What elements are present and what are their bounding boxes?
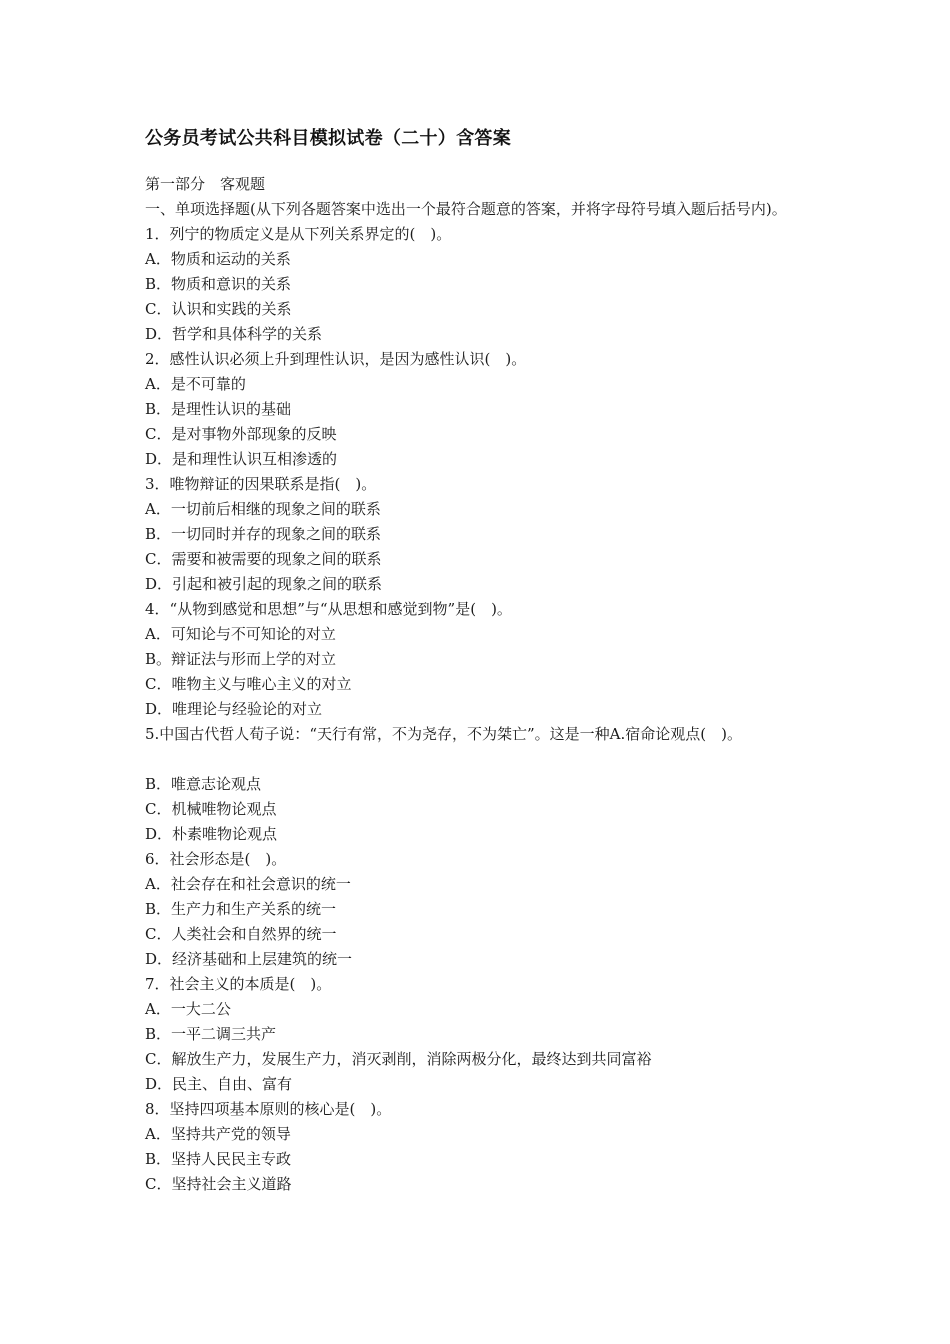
document-body [145,172,815,1197]
option-line: A．可知论与不可知论的对立 [145,625,336,643]
option-line: C．是对事物外部现象的反映 [145,425,337,443]
option-line: D．朴素唯物论观点 [145,825,278,843]
option-line: A．坚持共产党的领导 [145,1125,291,1143]
option-line: D．哲学和具体科学的关系 [145,325,323,343]
option-line: B．一切同时并存的现象之间的联系 [145,525,382,543]
question-line: 1．列宁的物质定义是从下列关系界定的( )。 [145,225,452,243]
part-heading: 第一部分 客观题 [145,175,266,193]
option-line: D．唯理论与经验论的对立 [145,700,323,718]
option-line: B．唯意志论观点 [145,775,262,793]
option-line: C．机械唯物论观点 [145,800,277,818]
option-line: C．需要和被需要的现象之间的联系 [145,550,382,568]
option-line: D．民主、自由、富有 [145,1075,293,1093]
question-line: 7．社会主义的本质是( )。 [145,975,332,993]
option-line: A．一切前后相继的现象之间的联系 [145,500,381,518]
option-line: D．是和理性认识互相渗透的 [145,450,338,468]
option-line: C．解放生产力，发展生产力，消灭剥削，消除两极分化，最终达到共同富裕 [145,1050,652,1068]
option-line: B．物质和意识的关系 [145,275,292,293]
section-heading: 一、单项选择题(从下列各题答案中选出一个最符合题意的答案，并将字母符号填入题后括号内)。 [145,200,787,218]
option-line: B．坚持人民民主专政 [145,1150,292,1168]
option-line: A．物质和运动的关系 [145,250,291,268]
question-line: 6．社会形态是( )。 [145,850,287,868]
option-line: C．人类社会和自然界的统一 [145,925,337,943]
document-title: 公务员考试公共科目模拟试卷（二十）含答案 [145,128,511,149]
question-line: 3．唯物辩证的因果联系是指( )。 [145,475,377,493]
option-line: B．生产力和生产关系的统一 [145,900,337,918]
question-line: 2．感性认识必须上升到理性认识，是因为感性认识( )。 [145,350,527,368]
option-line: B。辩证法与形而上学的对立 [145,650,337,668]
blank-line [145,747,815,772]
option-line: D．引起和被引起的现象之间的联系 [145,575,383,593]
option-line: B．一平二调三共产 [145,1025,277,1043]
option-line: C．认识和实践的关系 [145,300,292,318]
option-line: A．社会存在和社会意识的统一 [145,875,351,893]
question-line: 8．坚持四项基本原则的核心是( )。 [145,1100,392,1118]
question-line: 4．“从物到感觉和思想”与“从思想和感觉到物”是( )。 [145,600,512,618]
question-block-2 [145,772,815,1197]
option-line: C．唯物主义与唯心主义的对立 [145,675,352,693]
option-line: C．坚持社会主义道路 [145,1175,292,1193]
question-line: 5.中国古代哲人荀子说：“天行有常，不为尧存，不为桀亡”。这是一种A.宿命论观点( )。 [145,725,742,743]
option-line: D．经济基础和上层建筑的统一 [145,950,353,968]
option-line: B．是理性认识的基础 [145,400,292,418]
question-block-1 [145,222,815,747]
option-line: A．是不可靠的 [145,375,246,393]
option-line: A．一大二公 [145,1000,231,1018]
